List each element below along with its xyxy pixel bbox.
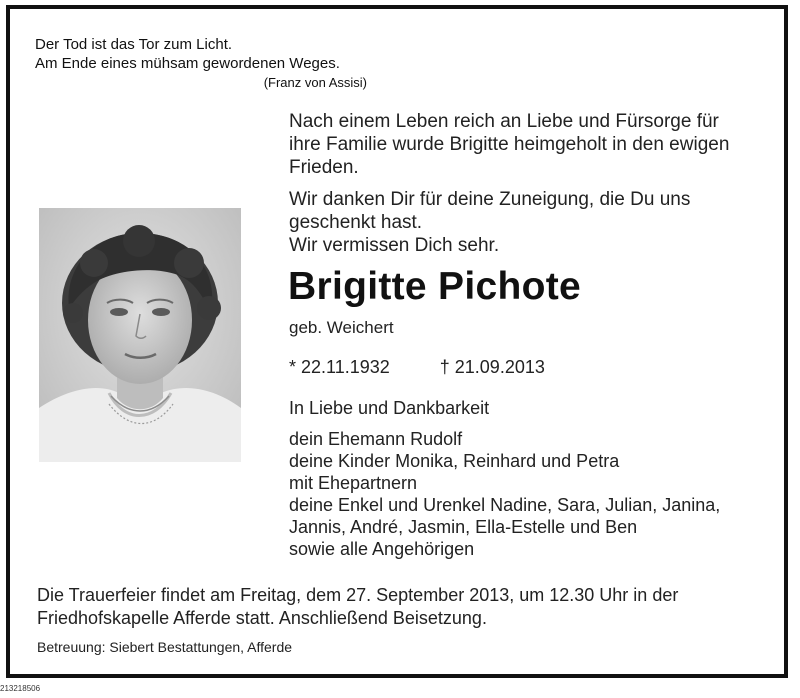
portrait-image: [39, 208, 241, 462]
mourners-line: deine Kinder Monika, Reinhard und Petra: [289, 451, 620, 471]
intro-paragraph: [289, 188, 729, 257]
death-date: † 21.09.2013: [439, 357, 545, 377]
birth-name: geb. Weichert: [289, 318, 394, 337]
intro-paragraph: [289, 110, 729, 179]
service-line: Friedhofskapelle Afferde statt. Anschließend Beisetzung.: [37, 608, 487, 628]
intro-line: geschenkt hast.: [289, 212, 423, 233]
intro-text: [289, 110, 729, 266]
service-line: Die Trauerfeier findet am Freitag, dem 27. September 2013, um 12.30 Uhr in der: [37, 585, 679, 605]
quote-line: Der Tod ist das Tor zum Licht.: [35, 36, 233, 53]
mourners-line: Jannis, André, Jasmin, Ella-Estelle und Ben: [289, 517, 638, 537]
mourners-heading: In Liebe und Dankbarkeit: [289, 398, 490, 418]
service-notice: [37, 584, 761, 630]
intro-line: ihre Familie wurde Brigitte heimgeholt in den ewigen: [289, 134, 730, 155]
mourners-block: [289, 397, 720, 560]
quote-line: Am Ende eines mühsam gewordenen Weges.: [35, 55, 340, 72]
intro-line: Nach einem Leben reich an Liebe und Fürsorge für: [289, 111, 719, 132]
deceased-name: Brigitte Pichote: [288, 265, 581, 308]
mourners-line: mit Ehepartnern: [289, 473, 418, 493]
intro-line: Wir danken Dir für deine Zuneigung, die Du uns: [289, 189, 691, 210]
intro-line: Wir vermissen Dich sehr.: [289, 235, 500, 256]
quote-attribution: (Franz von Assisi): [263, 75, 367, 90]
ad-code: 213218506: [0, 684, 41, 693]
life-dates: [289, 357, 545, 378]
portrait-photo: [39, 208, 241, 462]
quote-block: [35, 35, 371, 92]
intro-line: Frieden.: [289, 157, 359, 178]
mourners-line: sowie alle Angehörigen: [289, 539, 475, 559]
mourners-line: deine Enkel und Urenkel Nadine, Sara, Julian, Janina,: [289, 495, 721, 515]
funeral-home-credit: Betreuung: Siebert Bestattungen, Afferde: [37, 639, 293, 655]
birth-date: * 22.11.1932: [289, 357, 390, 377]
mourners-line: dein Ehemann Rudolf: [289, 429, 463, 449]
